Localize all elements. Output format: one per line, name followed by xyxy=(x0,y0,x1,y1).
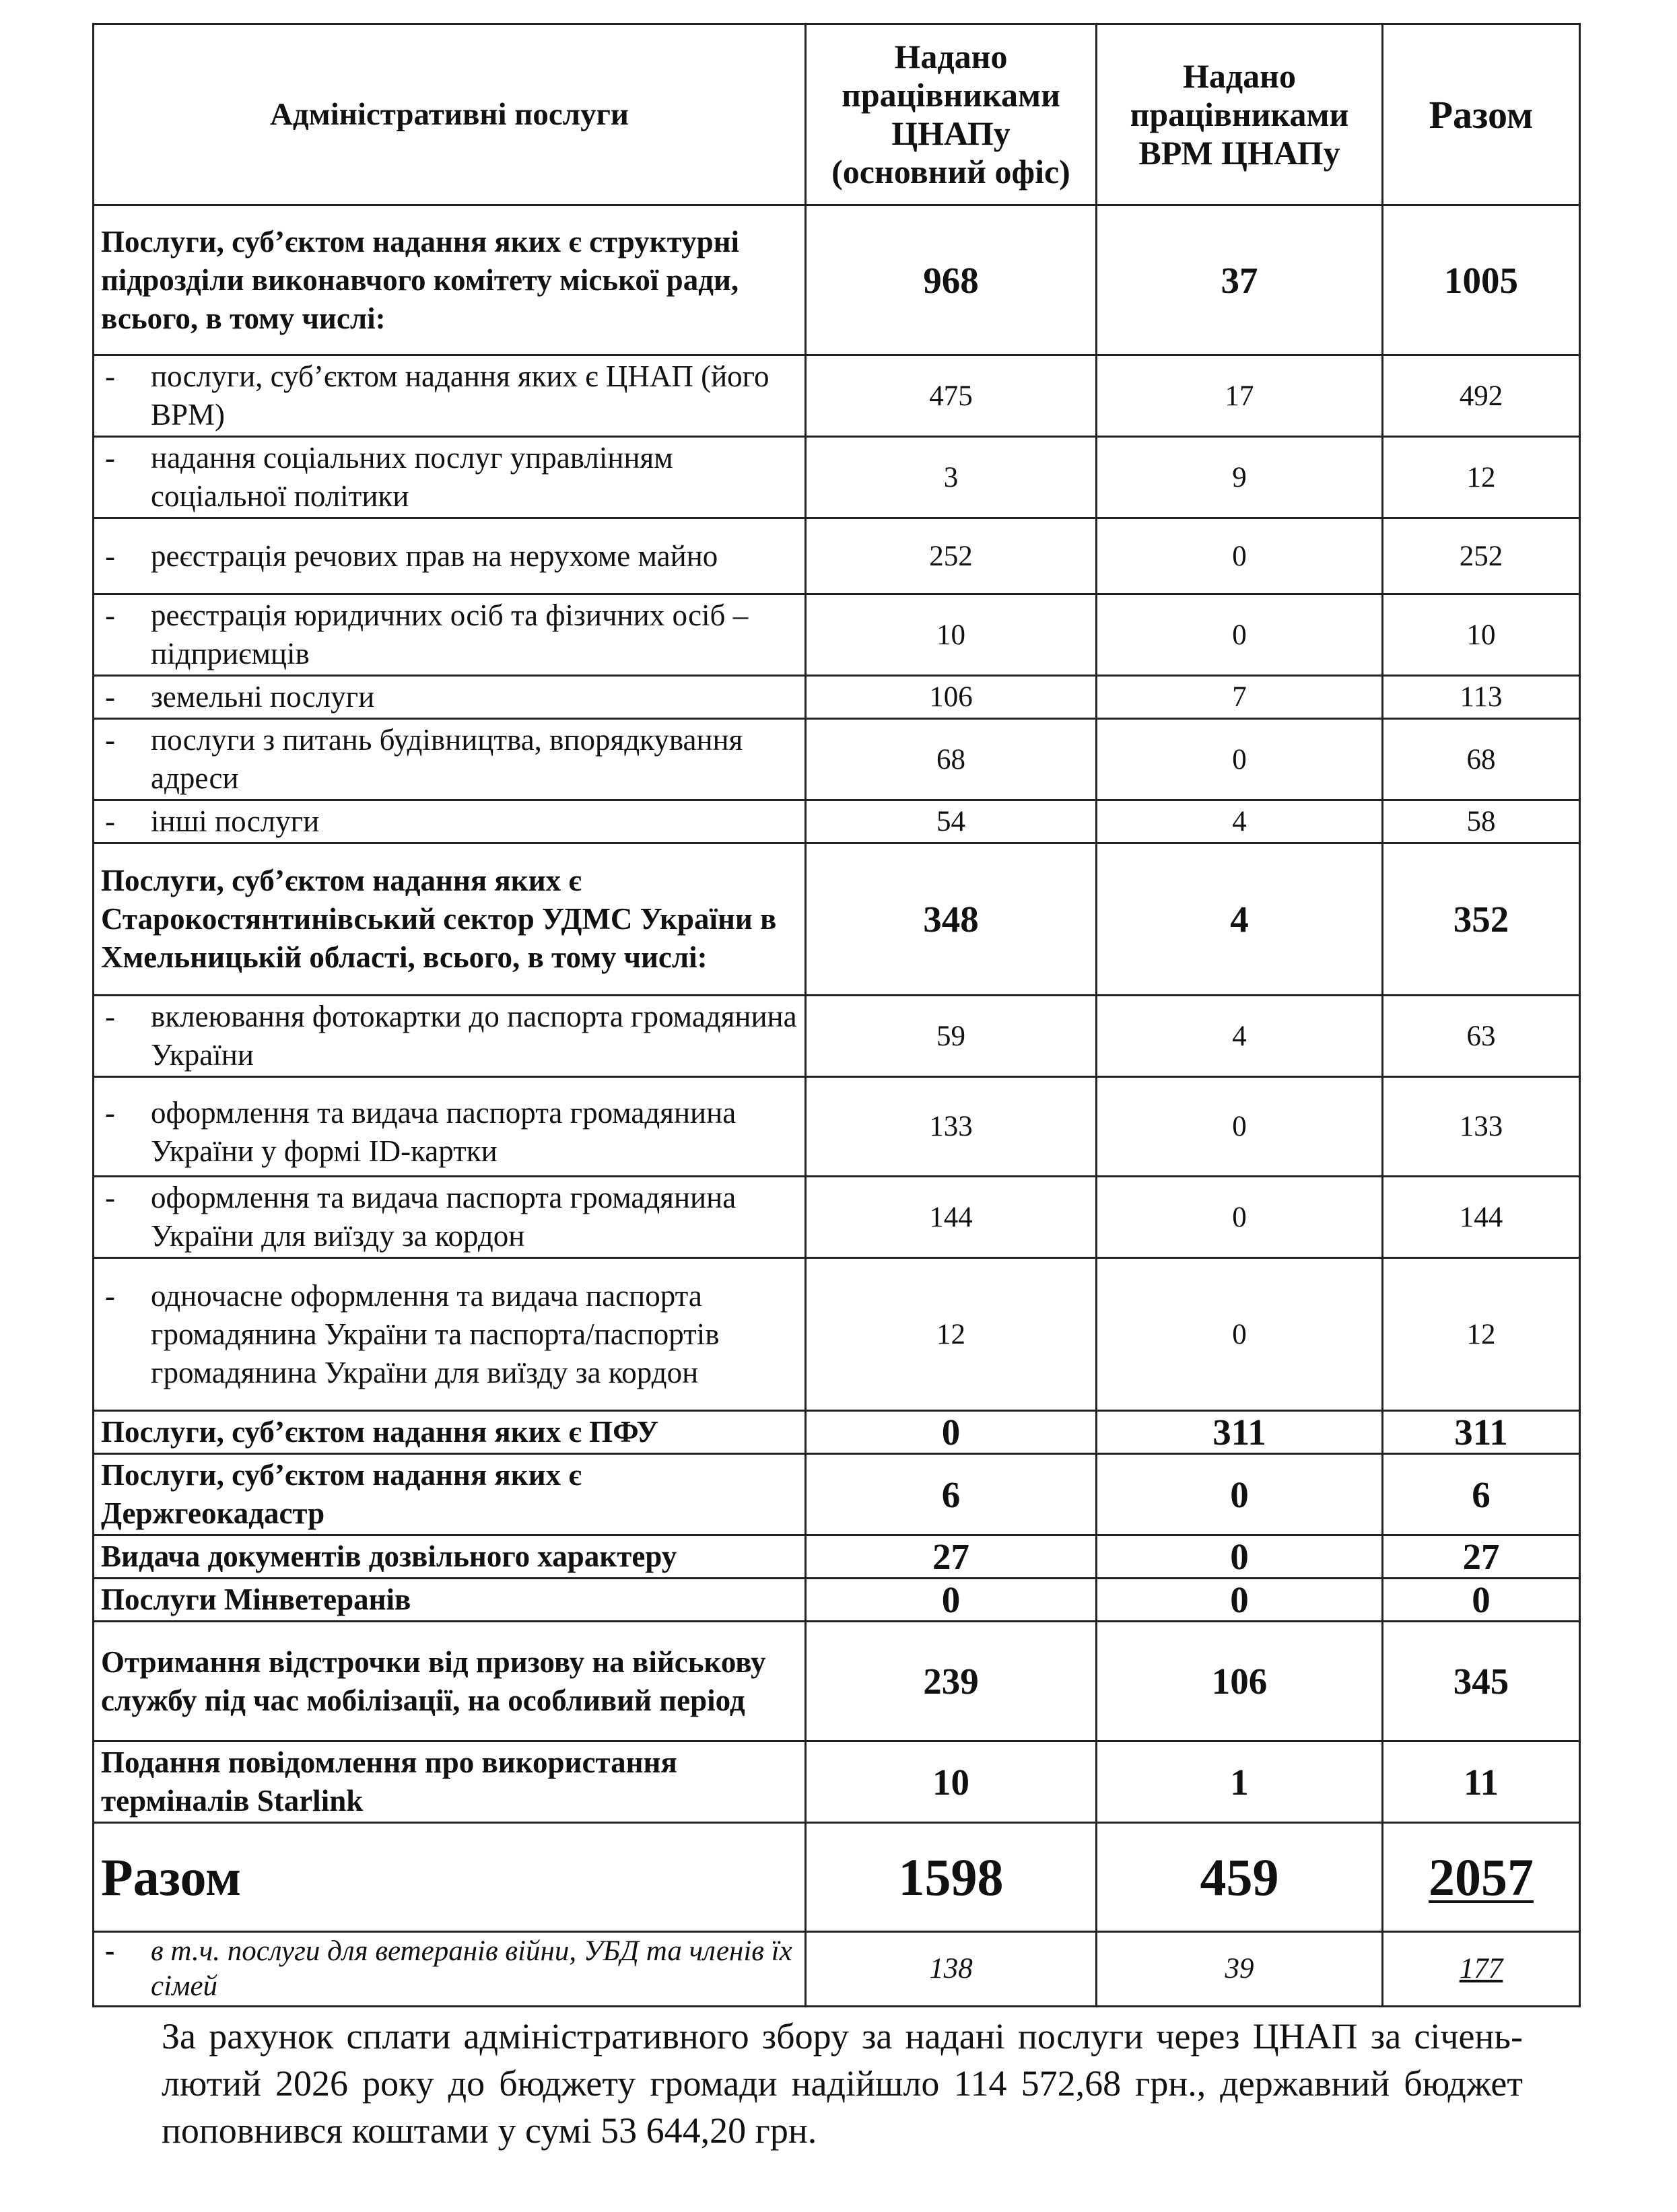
cell-main: 144 xyxy=(806,1177,1097,1258)
cell-vrm: 4 xyxy=(1097,996,1383,1077)
table-row xyxy=(94,355,1580,437)
cell-total: 63 xyxy=(1383,996,1580,1077)
row-label: Отримання відстрочки від призову на військову службу під час мобілізації, на особливий період xyxy=(94,1622,806,1741)
cell-total: 492 xyxy=(1383,355,1580,437)
table-header-row xyxy=(94,24,1580,205)
cell-vrm: 0 xyxy=(1097,719,1383,800)
list-dash: - xyxy=(105,680,115,714)
cell-main: 0 xyxy=(806,1411,1097,1454)
cell-total: 133 xyxy=(1383,1077,1580,1177)
grand-total-row xyxy=(94,1823,1580,1932)
grand-total-sum: 2057 xyxy=(1429,1847,1534,1906)
cell-vrm: 9 xyxy=(1097,437,1383,518)
veterans-main: 138 xyxy=(806,1932,1097,2007)
grand-total-main: 1598 xyxy=(806,1823,1097,1932)
row-label: Послуги, суб’єктом надання яких є ПФУ xyxy=(94,1411,806,1454)
cell-vrm: 311 xyxy=(1097,1411,1383,1454)
list-dash: - xyxy=(105,1935,115,1967)
table-row xyxy=(94,1535,1580,1579)
cell-main: 239 xyxy=(806,1622,1097,1741)
cell-total: 12 xyxy=(1383,437,1580,518)
row-label: інші послуги xyxy=(151,804,320,838)
cell-vrm: 0 xyxy=(1097,594,1383,676)
row-label: Видача документів дозвільного характеру xyxy=(94,1535,806,1579)
cell-total: 6 xyxy=(1383,1454,1580,1535)
header-services: Адміністративні послуги xyxy=(94,24,806,205)
footer-note: За рахунок сплати адміністративного збору за надані послуги через ЦНАП за січень-лютий 2026 року до бюджету громади надійшло 114 572,68 грн., державний бюджет поповнився коштами у сумі 53 644,20 грн. xyxy=(162,2016,1523,2151)
cell-total: 27 xyxy=(1383,1535,1580,1579)
cell-vrm: 0 xyxy=(1097,1177,1383,1258)
cell-main: 252 xyxy=(806,518,1097,594)
table-row xyxy=(94,843,1580,996)
row-label: вклеювання фотокартки до паспорта громадянина України xyxy=(151,1000,797,1072)
cell-main: 10 xyxy=(806,1741,1097,1823)
table-row xyxy=(94,205,1580,355)
table-row xyxy=(94,1454,1580,1535)
services-table xyxy=(92,23,1581,2007)
cell-vrm: 0 xyxy=(1097,1454,1383,1535)
row-label: надання соціальних послуг управлінням соціальної політики xyxy=(151,441,673,513)
cell-main: 59 xyxy=(806,996,1097,1077)
cell-total: 352 xyxy=(1383,843,1580,996)
cell-main: 27 xyxy=(806,1535,1097,1579)
cell-main: 475 xyxy=(806,355,1097,437)
cell-total: 10 xyxy=(1383,594,1580,676)
table-row xyxy=(94,1411,1580,1454)
veterans-total: 177 xyxy=(1459,1953,1503,1984)
cell-total: 113 xyxy=(1383,676,1580,719)
header-vrm: Надано працівниками ВРМ ЦНАПу xyxy=(1097,24,1383,205)
cell-total: 345 xyxy=(1383,1622,1580,1741)
row-label: Подання повідомлення про використання терміналів Starlink xyxy=(94,1741,806,1823)
grand-total-label: Разом xyxy=(94,1823,806,1932)
cell-main: 54 xyxy=(806,800,1097,843)
cell-total: 252 xyxy=(1383,518,1580,594)
cell-main: 3 xyxy=(806,437,1097,518)
veterans-label: в т.ч. послуги для ветеранів війни, УБД та членів їх сімей xyxy=(151,1935,792,2002)
row-label: Послуги, суб’єктом надання яких є структурні підрозділи виконавчого комітету міської ради, всього, в тому числі: xyxy=(94,205,806,355)
grand-total-vrm: 459 xyxy=(1097,1823,1383,1932)
table-row xyxy=(94,1258,1580,1411)
cell-main: 68 xyxy=(806,719,1097,800)
cell-main: 106 xyxy=(806,676,1097,719)
cell-vrm: 0 xyxy=(1097,1579,1383,1622)
row-label: послуги, суб’єктом надання яких є ЦНАП (його ВРМ) xyxy=(151,359,769,431)
list-dash: - xyxy=(105,359,115,393)
list-dash: - xyxy=(105,441,115,475)
list-dash: - xyxy=(105,598,115,632)
cell-main: 348 xyxy=(806,843,1097,996)
row-label: оформлення та видача паспорта громадянина України у формі ID-картки xyxy=(151,1095,737,1168)
row-label: Послуги Мінветеранів xyxy=(94,1579,806,1622)
table-row xyxy=(94,594,1580,676)
cell-main: 968 xyxy=(806,205,1097,355)
list-dash: - xyxy=(105,723,115,757)
table-row xyxy=(94,996,1580,1077)
header-main-office: Надано працівниками ЦНАПу (основний офіс) xyxy=(806,24,1097,205)
row-label: Послуги, суб’єктом надання яких є Держгеокадастр xyxy=(94,1454,806,1535)
cell-main: 12 xyxy=(806,1258,1097,1411)
table-row xyxy=(94,1622,1580,1741)
row-label: Послуги, суб’єктом надання яких є Старокостянтинівський сектор УДМС України в Хмельницькій області, всього, в тому числі: xyxy=(94,843,806,996)
table-row xyxy=(94,800,1580,843)
list-dash: - xyxy=(105,1095,115,1130)
cell-vrm: 4 xyxy=(1097,843,1383,996)
cell-total: 58 xyxy=(1383,800,1580,843)
cell-vrm: 106 xyxy=(1097,1622,1383,1741)
row-label: реєстрація юридичних осіб та фізичних осіб – підприємців xyxy=(151,598,749,670)
cell-total: 311 xyxy=(1383,1411,1580,1454)
cell-vrm: 0 xyxy=(1097,1077,1383,1177)
list-dash: - xyxy=(105,1000,115,1033)
cell-main: 10 xyxy=(806,594,1097,676)
cell-main: 6 xyxy=(806,1454,1097,1535)
table-row xyxy=(94,437,1580,518)
cell-vrm: 1 xyxy=(1097,1741,1383,1823)
table-row xyxy=(94,719,1580,800)
cell-vrm: 0 xyxy=(1097,1258,1383,1411)
list-dash: - xyxy=(105,804,115,838)
row-label: реєстрація речових прав на нерухоме майно xyxy=(151,539,718,573)
cell-total: 12 xyxy=(1383,1258,1580,1411)
list-dash: - xyxy=(105,539,115,573)
veterans-vrm: 39 xyxy=(1097,1932,1383,2007)
cell-main: 0 xyxy=(806,1579,1097,1622)
row-label: земельні послуги xyxy=(151,680,375,714)
table-row xyxy=(94,1077,1580,1177)
cell-total: 68 xyxy=(1383,719,1580,800)
cell-total: 11 xyxy=(1383,1741,1580,1823)
cell-total: 144 xyxy=(1383,1177,1580,1258)
table-row xyxy=(94,518,1580,594)
row-label: оформлення та видача паспорта громадянина України для виїзду за кордон xyxy=(151,1181,737,1253)
list-dash: - xyxy=(105,1181,115,1214)
cell-total: 0 xyxy=(1383,1579,1580,1622)
row-label: одночасне оформлення та видача паспорта громадянина України та паспорта/паспортів громадянина України для виїзду за кордон xyxy=(151,1278,720,1389)
cell-vrm: 37 xyxy=(1097,205,1383,355)
cell-vrm: 4 xyxy=(1097,800,1383,843)
cell-vrm: 0 xyxy=(1097,1535,1383,1579)
list-dash: - xyxy=(105,1278,115,1313)
table-row xyxy=(94,1741,1580,1823)
row-label: послуги з питань будівництва, впорядкування адреси xyxy=(151,723,743,795)
cell-vrm: 0 xyxy=(1097,518,1383,594)
veterans-row xyxy=(94,1932,1580,2007)
cell-vrm: 7 xyxy=(1097,676,1383,719)
header-total: Разом xyxy=(1383,24,1580,205)
table-row xyxy=(94,1579,1580,1622)
cell-vrm: 17 xyxy=(1097,355,1383,437)
table-row xyxy=(94,676,1580,719)
table-row xyxy=(94,1177,1580,1258)
cell-total: 1005 xyxy=(1383,205,1580,355)
cell-main: 133 xyxy=(806,1077,1097,1177)
